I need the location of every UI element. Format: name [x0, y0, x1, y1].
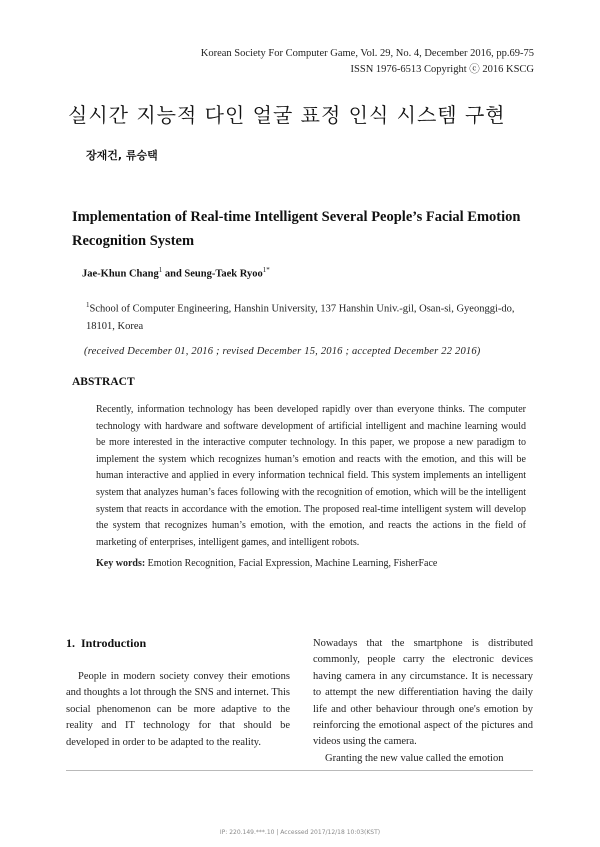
footnote-divider: [66, 770, 533, 771]
author-connector: and: [162, 268, 185, 280]
journal-issn: ISSN 1976-6513 Copyright ⓒ 2016 KSCG: [350, 64, 534, 75]
author-affiliation-mark: 1: [158, 266, 163, 274]
keywords-text: Emotion Recognition, Facial Expression, Machine Learning, FisherFace: [145, 558, 438, 569]
korean-authors: 장재건, 류승택: [86, 149, 158, 162]
author-name: Jae-Khun Chang: [82, 268, 159, 280]
abstract-heading: ABSTRACT: [72, 376, 135, 388]
section-heading: 1. Introduction: [66, 636, 147, 650]
affiliation-mark: 1: [86, 301, 90, 309]
received-dates: (received December 01, 2016 ; revised December 15, 2016 ; accepted December 22 2016): [84, 346, 481, 357]
right-column: [313, 636, 533, 767]
access-footer: IP: 220.149.***.10 | Accessed 2017/12/18 10:03(KST): [219, 829, 381, 836]
body-paragraph: Granting the new value called the emotion: [325, 752, 504, 764]
journal-header: [201, 46, 534, 78]
english-title: Implementation of Real-time Intelligent Several People’s Facial Emotion Recognition System: [72, 209, 521, 249]
author-name: Seung-Taek Ryoo: [184, 268, 263, 280]
abstract-body: Recently, information technology has been developed rapidly over than everyone thinks. The computer technology with hardware and software development of artificial intelligent and machine learning would be more interested in the interactive computer technology. In this paper, we propose a new paradigm to implement the system which recognizes human’s emotion and reacts with the emotion, and this will be human interactive and applied in every information technical field. This system implements an intelligent system that analyzes human’s faces following with the recognition of emotion, which will be the intelligent system that reacts in accordance with the emotion. The proposed real-time intelligent system will develop the system that recognizes human’s emotion, with the emotion, and reacts the actions in the field of marketing of enterprises, intelligent games, and intelligent robots.: [96, 404, 526, 548]
keywords-label: Key words:: [96, 558, 146, 569]
affiliation-text: School of Computer Engineering, Hanshin University, 137 Hanshin Univ.-gil, Osan-si, Gyeonggi-do, 18101, Korea: [86, 303, 515, 332]
body-paragraph: People in modern society convey their emotions and thoughts a lot through the SNS and internet. This social phenomenon can be more adaptive to the reality and IT technology for that should be developed in order to be adapted to the reality.: [66, 671, 290, 748]
affiliation: [86, 297, 536, 335]
author-affiliation-mark: 1*: [262, 266, 270, 274]
journal-citation: Korean Society For Computer Game, Vol. 29, No. 4, December 2016, pp.69-75: [200, 48, 534, 59]
left-column: [66, 636, 290, 751]
body-paragraph: Nowadays that the smartphone is distributed commonly, people carry the electronic devices having camera in any circumstance. It is necessary to attempt the new differentiation having the daily life and other behaviour through one's emotion by reinforcing the emotional aspect of the pictures and videos using the camera.: [313, 638, 533, 748]
author-list: [82, 266, 270, 280]
korean-title: 실시간 지능적 다인 얼굴 표정 인식 시스템 구현: [68, 103, 506, 127]
keywords: [96, 558, 437, 569]
